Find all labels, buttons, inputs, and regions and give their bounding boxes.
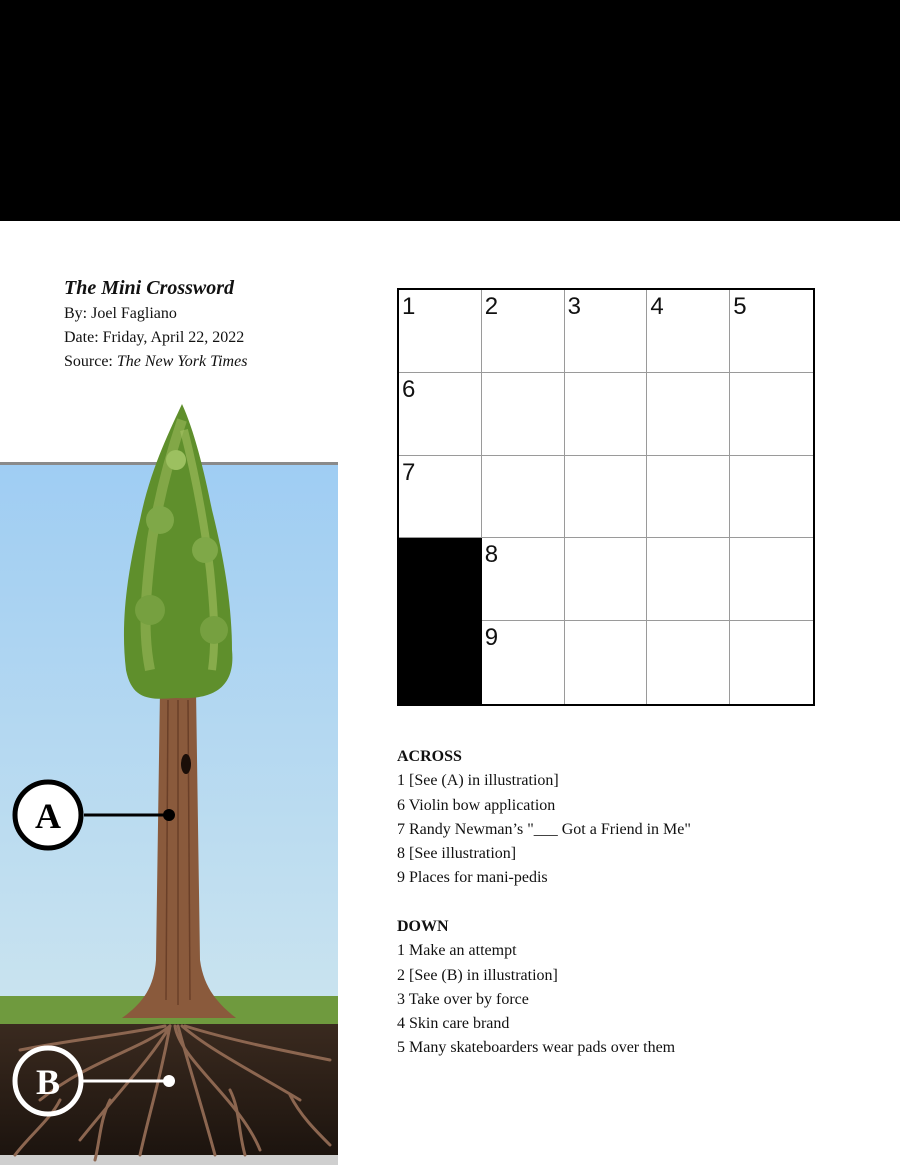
clue-number: 2 (484, 293, 499, 320)
redwood-illustration (0, 400, 338, 1165)
clue-number: 3 (567, 293, 581, 320)
label-a-text: A (35, 796, 61, 836)
grid-cell-r1c4[interactable] (647, 290, 730, 373)
grid-cell-r1c2[interactable] (482, 290, 565, 373)
grid-cell-r4c5[interactable] (730, 538, 813, 621)
clue-across-9[interactable]: 9 Places for mani-pedis (397, 869, 548, 887)
clue-across-1[interactable]: 1 [See (A) in illustration] (397, 772, 559, 790)
trunk-hole (181, 754, 191, 774)
puzzle-byline: By: Joel Fagliano (64, 305, 177, 322)
grid-cell-r1c1[interactable] (399, 290, 482, 373)
clue-number: 6 (402, 375, 416, 403)
source-label: Source: (64, 353, 117, 370)
grid-cell-r3c3[interactable] (565, 456, 648, 539)
source-name: The New York Times (116, 353, 248, 370)
top-black-bar (0, 0, 900, 221)
crossword-grid (397, 288, 815, 706)
clue-number: 4 (650, 293, 664, 320)
grid-cell-r5c4[interactable] (647, 621, 730, 704)
grid-cell-r2c1[interactable] (399, 373, 482, 456)
grid-cell-r2c3[interactable] (565, 373, 648, 456)
grid-cell-r5c5[interactable] (730, 621, 813, 704)
label-b-text: B (35, 1062, 61, 1102)
across-heading: ACROSS (397, 748, 462, 765)
grid-cell-r4c4[interactable] (647, 538, 730, 621)
grid-cell-r5c2[interactable] (482, 621, 565, 704)
clue-down-4[interactable]: 4 Skin care brand (397, 1015, 510, 1033)
clue-number: 7 (402, 458, 416, 486)
clue-down-1[interactable]: 1 Make an attempt (397, 942, 517, 960)
grid-cell-r2c2[interactable] (482, 373, 565, 456)
clue-number: 1 (402, 293, 416, 320)
clue-across-7[interactable]: 7 Randy Newman’s "___ Got a Friend in Me" (397, 820, 691, 838)
grid-block-r5c1 (399, 621, 482, 704)
grid-cell-r2c5[interactable] (730, 373, 813, 456)
clue-number: 8 (484, 541, 499, 569)
puzzle-title: The Mini Crossword (64, 277, 235, 299)
grid-cell-r3c4[interactable] (647, 456, 730, 539)
tree-foliage (124, 404, 232, 699)
clue-down-3[interactable]: 3 Take over by force (397, 990, 529, 1008)
across-clues (397, 745, 691, 891)
puzzle-header (64, 274, 247, 374)
clue-number: 9 (484, 624, 499, 652)
grid-cell-r1c5[interactable] (730, 290, 813, 373)
down-heading: DOWN (397, 918, 449, 935)
puzzle-date: Date: Friday, April 22, 2022 (64, 329, 245, 346)
grid-cell-r4c3[interactable] (565, 538, 648, 621)
soil-bottom (0, 1155, 338, 1165)
clue-across-6[interactable]: 6 Violin bow application (397, 796, 556, 814)
grid-block-r4c1 (399, 538, 482, 621)
clue-down-2[interactable]: 2 [See (B) in illustration] (397, 966, 558, 984)
puzzle-source (64, 350, 247, 374)
clue-number: 5 (733, 293, 747, 320)
grid-cell-r1c3[interactable] (565, 290, 648, 373)
clue-across-8[interactable]: 8 [See illustration] (397, 845, 517, 863)
grid-cell-r5c3[interactable] (565, 621, 648, 704)
grid-cell-r3c5[interactable] (730, 456, 813, 539)
clue-down-5[interactable]: 5 Many skateboarders wear pads over them (397, 1039, 676, 1057)
grid-cell-r4c2[interactable] (482, 538, 565, 621)
down-clues (397, 915, 675, 1061)
grid-cell-r2c4[interactable] (647, 373, 730, 456)
grid-cell-r3c2[interactable] (482, 456, 565, 539)
grid-cell-r3c1[interactable] (399, 456, 482, 539)
